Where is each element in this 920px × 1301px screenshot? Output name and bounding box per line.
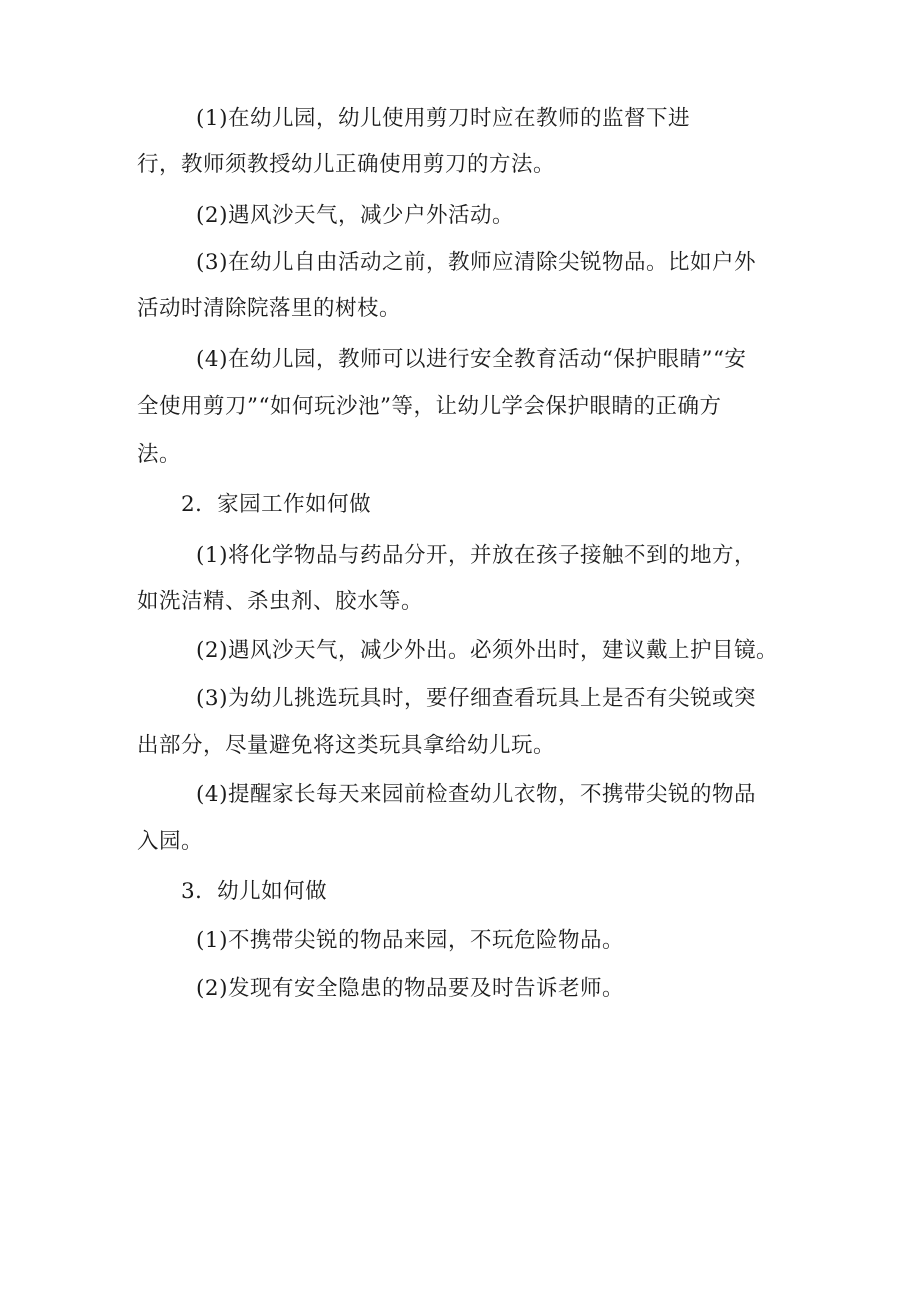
paragraph-3-line-1: (3)在幼儿自由活动之前，教师应清除尖锐物品。比如户外	[196, 250, 756, 275]
paragraph-4-line-3: 法。	[137, 442, 182, 467]
paragraph-10-line-1: (2)发现有安全隐患的物品要及时告诉老师。	[196, 976, 624, 1001]
paragraph-1-line-1: (1)在幼儿园，幼儿使用剪刀时应在教师的监督下进	[196, 106, 690, 131]
paragraph-8-line-1: (4)提醒家长每天来园前检查幼儿衣物，不携带尖锐的物品	[196, 782, 756, 807]
paragraph-4-line-1: (4)在幼儿园，教师可以进行安全教育活动“保护眼睛”“安	[196, 347, 747, 372]
paragraph-4-line-2: 全使用剪刀”“如何玩沙池”等，让幼儿学会保护眼睛的正确方	[137, 394, 722, 419]
paragraph-2-line-1: (2)遇风沙天气，减少户外活动。	[196, 203, 514, 228]
paragraph-7-line-2: 出部分，尽量避免将这类玩具拿给幼儿玩。	[137, 733, 556, 758]
paragraph-5-line-2: 如洗洁精、杀虫剂、胶水等。	[137, 589, 424, 614]
paragraph-3-line-2: 活动时清除院落里的树枝。	[137, 296, 402, 321]
section-heading-3: 3．幼儿如何做	[181, 879, 328, 904]
paragraph-5-line-1: (1)将化学物品与药品分开，并放在孩子接触不到的地方，	[196, 543, 756, 568]
section-heading-2: 2．家园工作如何做	[181, 492, 372, 517]
paragraph-7-line-1: (3)为幼儿挑选玩具时，要仔细查看玩具上是否有尖锐或突	[196, 686, 756, 711]
paragraph-9-line-1: (1)不携带尖锐的物品来园，不玩危险物品。	[196, 928, 624, 953]
paragraph-1-line-2: 行，教师须教授幼儿正确使用剪刀的方法。	[137, 152, 556, 177]
paragraph-6-line-1: (2)遇风沙天气，减少外出。必须外出时，建议戴上护目镜。	[196, 638, 778, 663]
paragraph-8-line-2: 入园。	[137, 829, 204, 854]
